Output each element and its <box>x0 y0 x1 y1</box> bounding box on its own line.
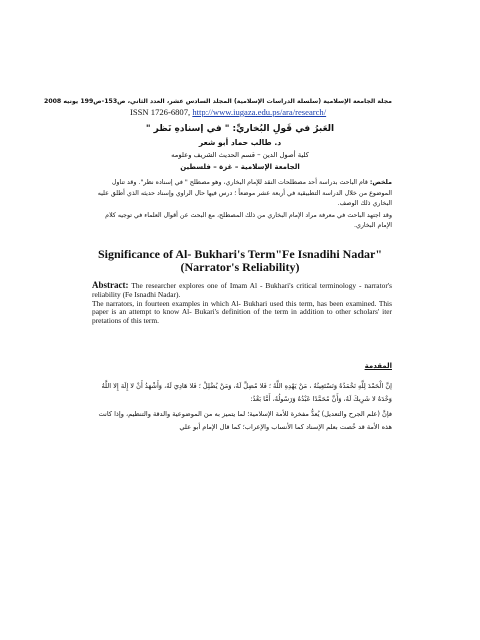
english-title-line-1: Significance of Al- Bukhari's Term"Fe Isnadihi Nadar" <box>97 247 383 261</box>
english-abstract-text-1: The researcher explores one of Imam Al - Bukhari's critical terminology - narrator's reliability (Fe Isnadhi Nadar). <box>92 281 392 299</box>
arabic-abstract-para-1 <box>92 178 392 210</box>
introduction-heading: المقدمة <box>364 362 392 370</box>
issn-line <box>130 107 390 117</box>
introduction-para-1: إنَّ الْحَمْدَ لِلَّهِ نَحْمَدُهُ وَنَسْتَعِينُهُ ، مَنْ يَهْدِهِ اللَّهُ ؛ فَلا مُضِلَّ لَهُ، وَمَنْ يُضْلِلْ ؛ فَلا هَادِيَ لَهُ، وَأَشْهَدُ أَنْ لا إِلَهَ إِلا اللَّهُ وَحْدَهُ لا شَرِيكَ لَهُ، وَأَنَّ مُحَمَّدًا عَبْدُهُ وَرَسُولُهُ، أَمَّا بَعْدُ: <box>101 382 392 403</box>
journal-url-link[interactable]: http://www.iugaza.edu.ps/ara/research/ <box>192 107 327 117</box>
issn-number: ISSN 1726-6807, <box>130 107 191 117</box>
english-abstract-para-2: The narrators, in fourteen examples in which Al- Bukhari used this term, has been examined. This paper is an attempt to know Al- Bukari's definition of the term in addition to other scholars' iter pretations of this term. <box>92 298 392 326</box>
english-abstract-para-1 <box>92 281 392 300</box>
arabic-title: العَبرُ في قَولِ البُخاريِّ: " في إسنادهِ نَظر " <box>145 124 335 134</box>
arabic-abstract <box>92 178 392 233</box>
english-abstract <box>92 281 392 326</box>
arabic-abstract-label: ملخص: <box>369 179 392 186</box>
journal-citation: مجلة الجامعة الإسلامية (سلسلة الدراسات الإسلامية) المجلد السادس عشر، العدد الثاني، ص153-ص199 يونيه 2008 <box>44 98 392 105</box>
author-university: الجامعة الإسلامية – غزة – فلسطين <box>180 163 300 171</box>
arabic-abstract-para-2: وقد اجتهد الباحث في معرفة مراد الإمام البخاري من ذلك المصطلح، مع البحث عن أقوال العلماء في توجيه كلام الإمام البخاري. <box>105 211 392 229</box>
introduction-body <box>92 380 392 436</box>
author-name: د. طالب حماد أبو شعر <box>198 138 282 147</box>
english-title-line-2: (Narrator's Reliability) <box>180 260 300 274</box>
author-department: كلية أصول الدين – قسم الحديث الشريف وعلومه <box>171 151 309 159</box>
english-title <box>80 248 400 274</box>
introduction-para-2: فإنَّ (علم الجرح والتعديل) يُعدُّ مفخرة للأمة الإسلامية؛ لما يتميز به من الموضوعية والدقة والتنظيم، وإذا كانت هذه الأمة قد خُصت بعلم الإسناد كما الأنساب والإعراب؛ كما قال الإمام أبو علي <box>98 410 392 431</box>
arabic-abstract-text-1: قام الباحث بدراسة أحد مصطلحات النقد للإمام البخاري، وهو مصطلح " في إسناده نظر". وقد تناول الموضوع من خلال الدراسة التطبيقية في أربعة عشر موضعاً ؛ درس فيها حال الراوي وإسناد حديثه الذي أطلق عليه البخاري ذلك الوصف. <box>97 179 392 207</box>
english-abstract-label: Abstract: <box>92 280 129 290</box>
